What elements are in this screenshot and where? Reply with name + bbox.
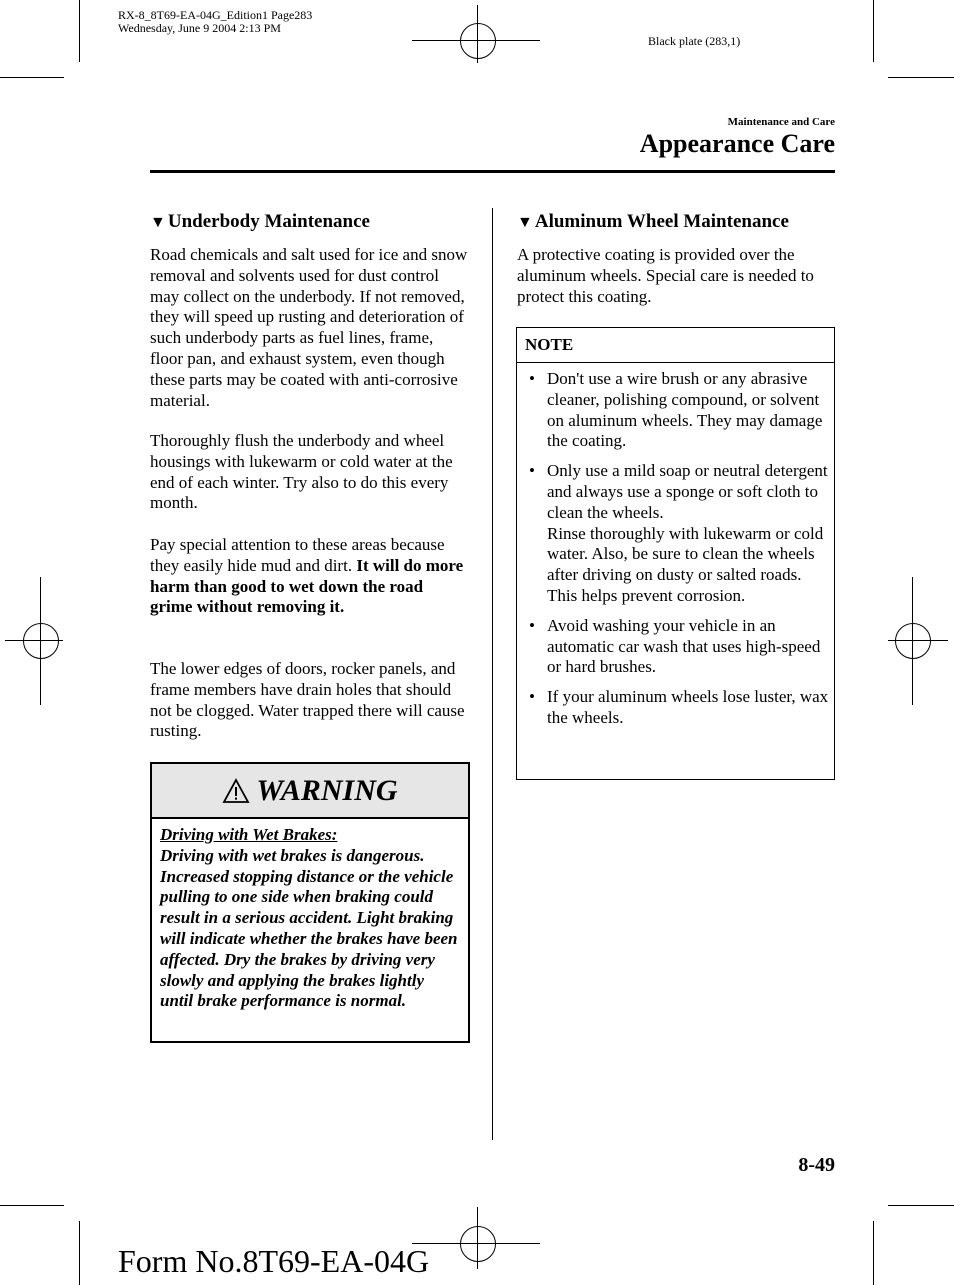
aluminum-heading [517, 211, 789, 233]
note-box [516, 327, 835, 780]
crop-mark [0, 77, 64, 78]
crop-mark [873, 0, 874, 62]
print-header-plate: Black plate (283,1) [648, 34, 741, 48]
page-title: Appearance Care [639, 129, 835, 158]
underbody-paragraph-4: The lower edges of doors, rocker panels, and frame members have drain holes that should not be clogged. Water trapped there will cause rusting. [150, 659, 465, 741]
page-number: 8-49 [798, 1154, 835, 1176]
note-item [525, 461, 830, 607]
note-item-text: Only use a mild soap or neutral detergent and always use a sponge or soft cloth to clean the wheels. [547, 461, 828, 522]
warning-text: Driving with wet brakes is dangerous. Increased stopping distance or the vehicle pulling to one side when braking could result in a serious accident. Light braking will indicate whether the brakes have been affected. Dry the brakes by driving very slowly and applying the brakes lightly until brake performance is normal. [160, 845, 458, 1011]
note-list [517, 363, 834, 729]
warning-header [152, 764, 468, 819]
crop-mark [79, 0, 80, 62]
warning-triangle-icon [222, 778, 250, 804]
form-number: Form No.8T69-EA-04G [118, 1243, 430, 1279]
bullet-icon: • [529, 369, 535, 388]
underbody-heading [150, 211, 370, 233]
bullet-icon: • [529, 615, 535, 635]
aluminum-paragraph: A protective coating is provided over the aluminum wheels. Special care is needed to protect this coating. [517, 245, 814, 306]
note-item [525, 687, 830, 729]
triangle-down-icon: ▼ [150, 214, 166, 231]
crop-mark [873, 1221, 874, 1285]
warning-title: WARNING [256, 773, 398, 807]
warning-body [152, 819, 468, 1018]
underbody-paragraph-2: Thoroughly flush the underbody and wheel housings with lukewarm or cold water at the end of each winter. Try also to do this every month. [150, 431, 453, 513]
section-label: Maintenance and Care [727, 116, 835, 128]
crop-mark [0, 1205, 64, 1206]
crop-mark [79, 1221, 80, 1285]
note-item-text-continued: Rinse thoroughly with lukewarm or cold water. Also, be sure to clean the wheels after driving on dusty or salted roads. This helps prevent corrosion. [547, 523, 824, 605]
print-header-line2: Wednesday, June 9 2004 2:13 PM [118, 21, 281, 35]
underbody-paragraph-1: Road chemicals and salt used for ice and snow removal and solvents used for dust control may collect on the underbody. If not removed, they will speed up rusting and deterioration of such underbody parts as fuel lines, frame, floor pan, and exhaust system, even though these parts may be coated with anti-corrosive material. [150, 245, 468, 410]
note-item-text: If your aluminum wheels lose luster, wax the wheels. [547, 687, 829, 727]
print-header-file [118, 9, 312, 35]
note-item [525, 616, 830, 678]
column-divider [492, 208, 493, 1140]
triangle-down-icon: ▼ [517, 214, 533, 231]
print-header-line1: RX-8_8T69-EA-04G_Edition1 Page283 [118, 8, 313, 22]
crop-mark [888, 1205, 954, 1206]
bullet-icon: • [529, 461, 535, 481]
underbody-paragraph-3-bold: It will do more harm than good to wet down the road grime without removing it. [150, 555, 464, 617]
warning-subtitle: Driving with Wet Brakes: [160, 825, 338, 844]
underbody-paragraph-3-normal: Pay special attention to these areas because they easily hide mud and dirt. [150, 535, 445, 575]
note-item-text: Avoid washing your vehicle in an automatic car wash that uses high-speed or hard brushes. [547, 615, 821, 677]
note-title: NOTE [517, 328, 834, 363]
warning-box [150, 762, 470, 1043]
underbody-paragraph-3 [150, 535, 468, 618]
crop-mark [888, 77, 954, 78]
note-item-text: Don't use a wire brush or any abrasive cleaner, polishing compound, or solvent on aluminum wheels. They may damage the coating. [547, 369, 823, 451]
aluminum-heading-text: Aluminum Wheel Maintenance [534, 211, 789, 232]
underbody-heading-text: Underbody Maintenance [167, 211, 370, 232]
note-item [525, 369, 830, 452]
header-rule [150, 170, 835, 173]
bullet-icon: • [529, 687, 535, 707]
